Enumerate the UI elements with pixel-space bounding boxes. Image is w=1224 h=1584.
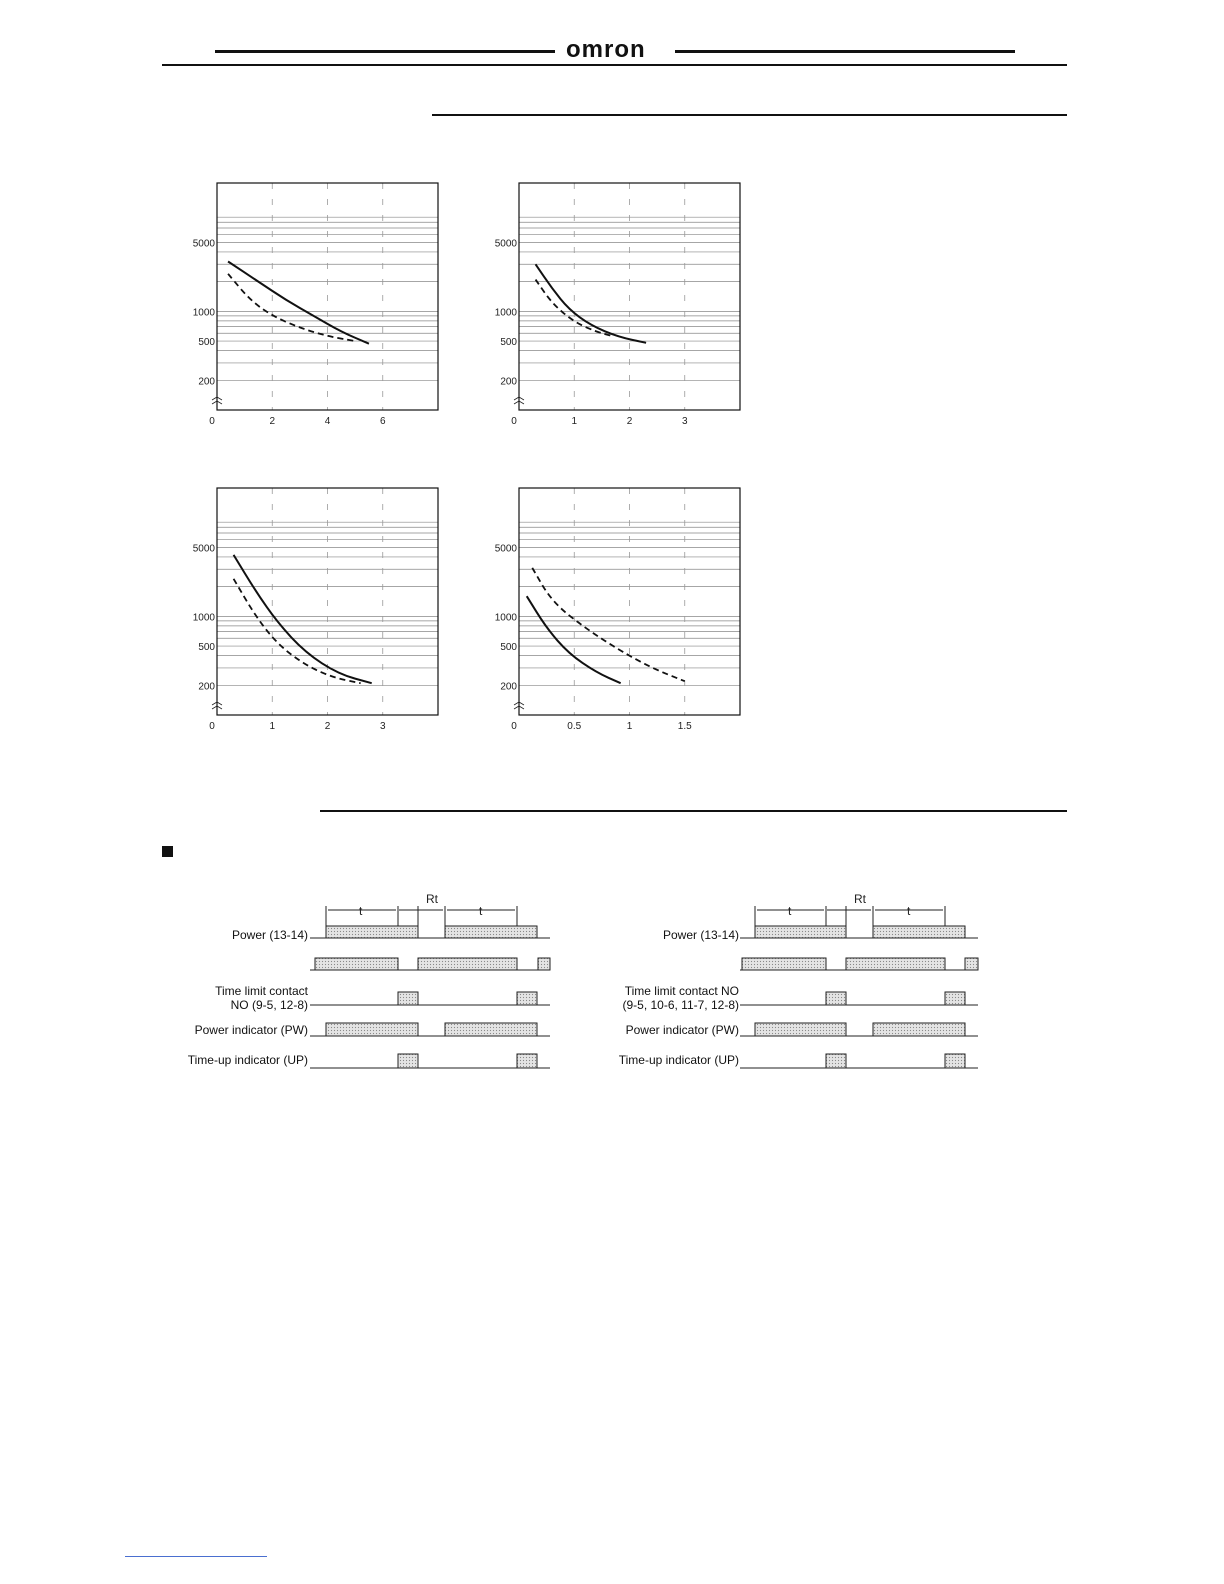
series-dashed [234,579,361,683]
y-tick-label: 1000 [192,612,215,624]
timing-left-rt: Rt [426,892,438,906]
chart-4 [482,475,772,745]
chart-1 [180,170,470,440]
x-tick-label: 2 [626,416,633,427]
x-tick-label: 2 [324,721,331,732]
x-tick-label: 0 [511,416,517,427]
timing-left-label-contact-2: NO (9-5, 12-8) [230,998,308,1012]
timing-right-contact-wave [740,992,978,1005]
footer-link-underline[interactable] [125,1556,267,1557]
x-tick-label: 6 [379,416,386,427]
y-tick-label: 1000 [192,307,215,319]
timing-left-pw-wave [310,1023,550,1036]
x-tick-label: 1.5 [677,721,692,732]
timing-left-power-wave [310,926,550,938]
series-solid [527,596,621,683]
timing-left-label-power: Power (13-14) [231,928,308,942]
y-tick-label: 5000 [494,543,517,555]
header-baseline [162,64,1067,66]
series-dashed [532,568,684,681]
y-tick-label: 500 [500,337,517,349]
series-solid [228,262,369,344]
x-tick-label: 1 [626,721,633,732]
x-tick-label: 0.5 [567,721,582,732]
y-tick-label: 5000 [192,543,215,555]
y-tick-label: 500 [198,337,215,349]
x-tick-label: 2 [269,416,276,427]
timing-right-t1: t [788,904,792,918]
timing-left-waveforms [150,888,560,1078]
timing-left-t2: t [479,904,483,918]
x-tick-label: 1 [571,416,578,427]
y-tick-label: 1000 [494,307,517,319]
timing-left-up-wave [310,1054,550,1068]
timing-right-label-contact-1: Time limit contact NO [624,984,739,998]
bullet-square [162,846,173,857]
timing-left-dimensions [326,906,517,928]
y-tick-label: 1000 [494,612,517,624]
omron-logo: omron [566,36,646,63]
timing-chart-left [150,888,560,1078]
timing-right-waveforms [585,888,985,1078]
timing-right-dimensions [755,906,945,928]
header-rule-right [675,50,1015,53]
timing-right-label-power: Power (13-14) [662,928,739,942]
timing-left-label-up: Time-up indicator (UP) [187,1053,308,1067]
x-tick-label: 0 [209,721,215,732]
x-tick-label: 0 [511,721,517,732]
timing-left-contact-wave [310,992,550,1005]
header-rule-left [215,50,555,53]
x-tick-label: 1 [269,721,276,732]
timing-left-inverse-wave [310,958,550,970]
timing-right-pw-wave [740,1023,978,1036]
timing-right-up-wave [740,1054,978,1068]
chart-2 [482,170,772,440]
timing-right-label-up: Time-up indicator (UP) [618,1053,739,1067]
y-tick-label: 200 [500,376,517,388]
series-solid [234,555,372,683]
timing-right-inverse-wave [740,958,978,970]
x-tick-label: 3 [681,416,688,427]
x-tick-label: 4 [324,416,331,427]
section-rule-operation [320,810,1067,812]
y-tick-label: 5000 [494,238,517,250]
section-rule-top [432,114,1067,116]
timing-right-power-wave [740,926,978,938]
y-tick-label: 200 [500,681,517,693]
x-tick-label: 0 [209,416,215,427]
y-tick-label: 500 [500,642,517,654]
timing-left-t1: t [359,904,363,918]
y-tick-label: 5000 [192,238,215,250]
chart-3 [180,475,470,745]
timing-chart-right [585,888,985,1078]
y-tick-label: 200 [198,681,215,693]
timing-left-label-contact-1: Time limit contact [215,984,308,998]
timing-right-rt: Rt [854,892,866,906]
y-tick-label: 500 [198,642,215,654]
y-tick-label: 200 [198,376,215,388]
timing-right-label-contact-2: (9-5, 10-6, 11-7, 12-8) [622,998,739,1012]
series-dashed [228,274,355,341]
timing-left-label-pw: Power indicator (PW) [194,1023,308,1037]
x-tick-label: 3 [379,721,386,732]
timing-right-label-pw: Power indicator (PW) [625,1023,739,1037]
timing-right-t2: t [907,904,911,918]
